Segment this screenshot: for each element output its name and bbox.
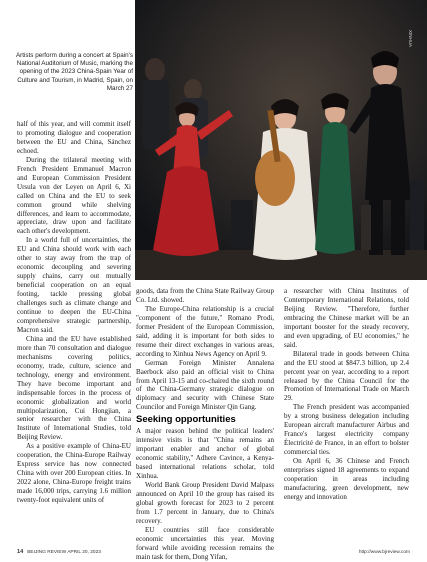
paragraph: In a world full of uncertainties, the EU and China should work with each other to stay away from the trap of economic decoupling and severing supply chains, carry out mutually beneficial cooperation on an equal footing, tackle pressing global challenges such as climate change and continue to deepen the EU-China comprehensive strategic partnership, Macron said. xyxy=(17,236,131,334)
paragraph: German Foreign Minister Annalena Baerbock also paid an official visit to China from April 13-15 and co-chaired the sixth round of the China-Germany strategic dialogue on diplomacy and security with Chinese State Councilor and Foreign Minister Qin Gang. xyxy=(136,358,274,412)
paragraph: The Europe-China relationship is a crucial "component of the future," Romano Prodi, former President of the European Commission, said, adding it is important for both sides to resume their direct exchanges in various areas, according to Xinhua News Agency on April 9. xyxy=(136,304,274,358)
paragraph: A major reason behind the political leaders' intensive visits is that "China remains an important enabler and anchor of global economic stability," Adhere Cavince, a Kenya-based international relations scholar, told Xinhua. xyxy=(136,427,274,481)
section-heading: Seeking opportunities xyxy=(136,414,236,426)
website-url: http://www.bjreview.com xyxy=(358,550,410,555)
paragraph: China and the EU have established more than 70 consultation and dialogue mechanisms covering politics, economy, trade, culture, science and technology, energy and environment. They have become important and indispensable forces in the process of economic globalization and world multipolarization, Cui Hongjian, a senior researcher with the China Institute of International Studies, told Beijing Review. xyxy=(17,334,131,442)
paragraph: During the trilateral meeting with French President Emmanuel Macron and European Commission President Ursula von der Leyen on April 6, Xi called on China and the EU to seek common ground while shelving differences, and learn to accommodate, appreciate, draw upon and facilitate each other's development. xyxy=(17,155,131,236)
paragraph: World Bank Group President David Malpass announced on April 10 the group has raised its global growth forecast for 2023 to 2 percent from 1.7 percent in January, due to China's recovery. xyxy=(136,481,274,525)
paragraph: EU countries still face considerable economic uncertainties this year. Moving forward while avoiding recession remains the main task for them, Dong Yifan, xyxy=(136,525,274,561)
publication-issue: BEIJING REVIEW APRIL 20, 2023 xyxy=(27,550,101,555)
paragraph: a researcher with China Institutes of Contemporary International Relations, told Beijing Review. "Therefore, further embracing the Chinese market will be an important booster for the steady recovery, and even upgrading, of EU economies," he said. xyxy=(284,287,409,349)
photo-credit: XINHUA xyxy=(408,30,413,48)
paragraph: half of this year, and will commit itself to promoting dialogue and cooperation between the EU and China, Sánchez echoed. xyxy=(17,120,131,155)
paragraph: As a positive example of China-EU cooperation, the China-Europe Railway Express service has now connected China with over 200 European cities. In 2022 alone, China-Europe freight trains made 16,000 trips, carrying 1.6 million twenty-foot equivalent units of xyxy=(17,442,131,505)
concert-photo xyxy=(135,0,427,280)
paragraph: On April 6, 36 Chinese and French enterprises signed 18 agreements to expand cooperation in areas including manufacturing, green development, new energy and innovation xyxy=(284,457,409,501)
paragraph: goods, data from the China State Railway Group Co. Ltd. showed. xyxy=(136,287,274,304)
footer-left xyxy=(17,549,101,555)
paragraph: The French president was accompanied by a strong business delegation including European aircraft manufacturer Airbus and France's largest electricity company Électricité de France, in an effort to bolster commercial ties. xyxy=(284,403,409,457)
article-column-2 xyxy=(136,287,274,561)
page-number: 14 xyxy=(17,549,24,555)
page-footer xyxy=(17,549,410,557)
article-column-1 xyxy=(17,120,131,546)
paragraph: Bilateral trade in goods between China and the EU stood at $847.3 billion, up 2.4 percent year on year, according to a report released by the China Council for the Promotion of International Trade on March 29. xyxy=(284,349,409,403)
article-column-3 xyxy=(284,287,409,547)
photo-caption: Artists perform during a concert at Spain's National Auditorium of Music, marking the opening of the 2023 China-Spain Year of Culture and Tourism, in Madrid, Spain, on March 27 xyxy=(15,52,133,92)
